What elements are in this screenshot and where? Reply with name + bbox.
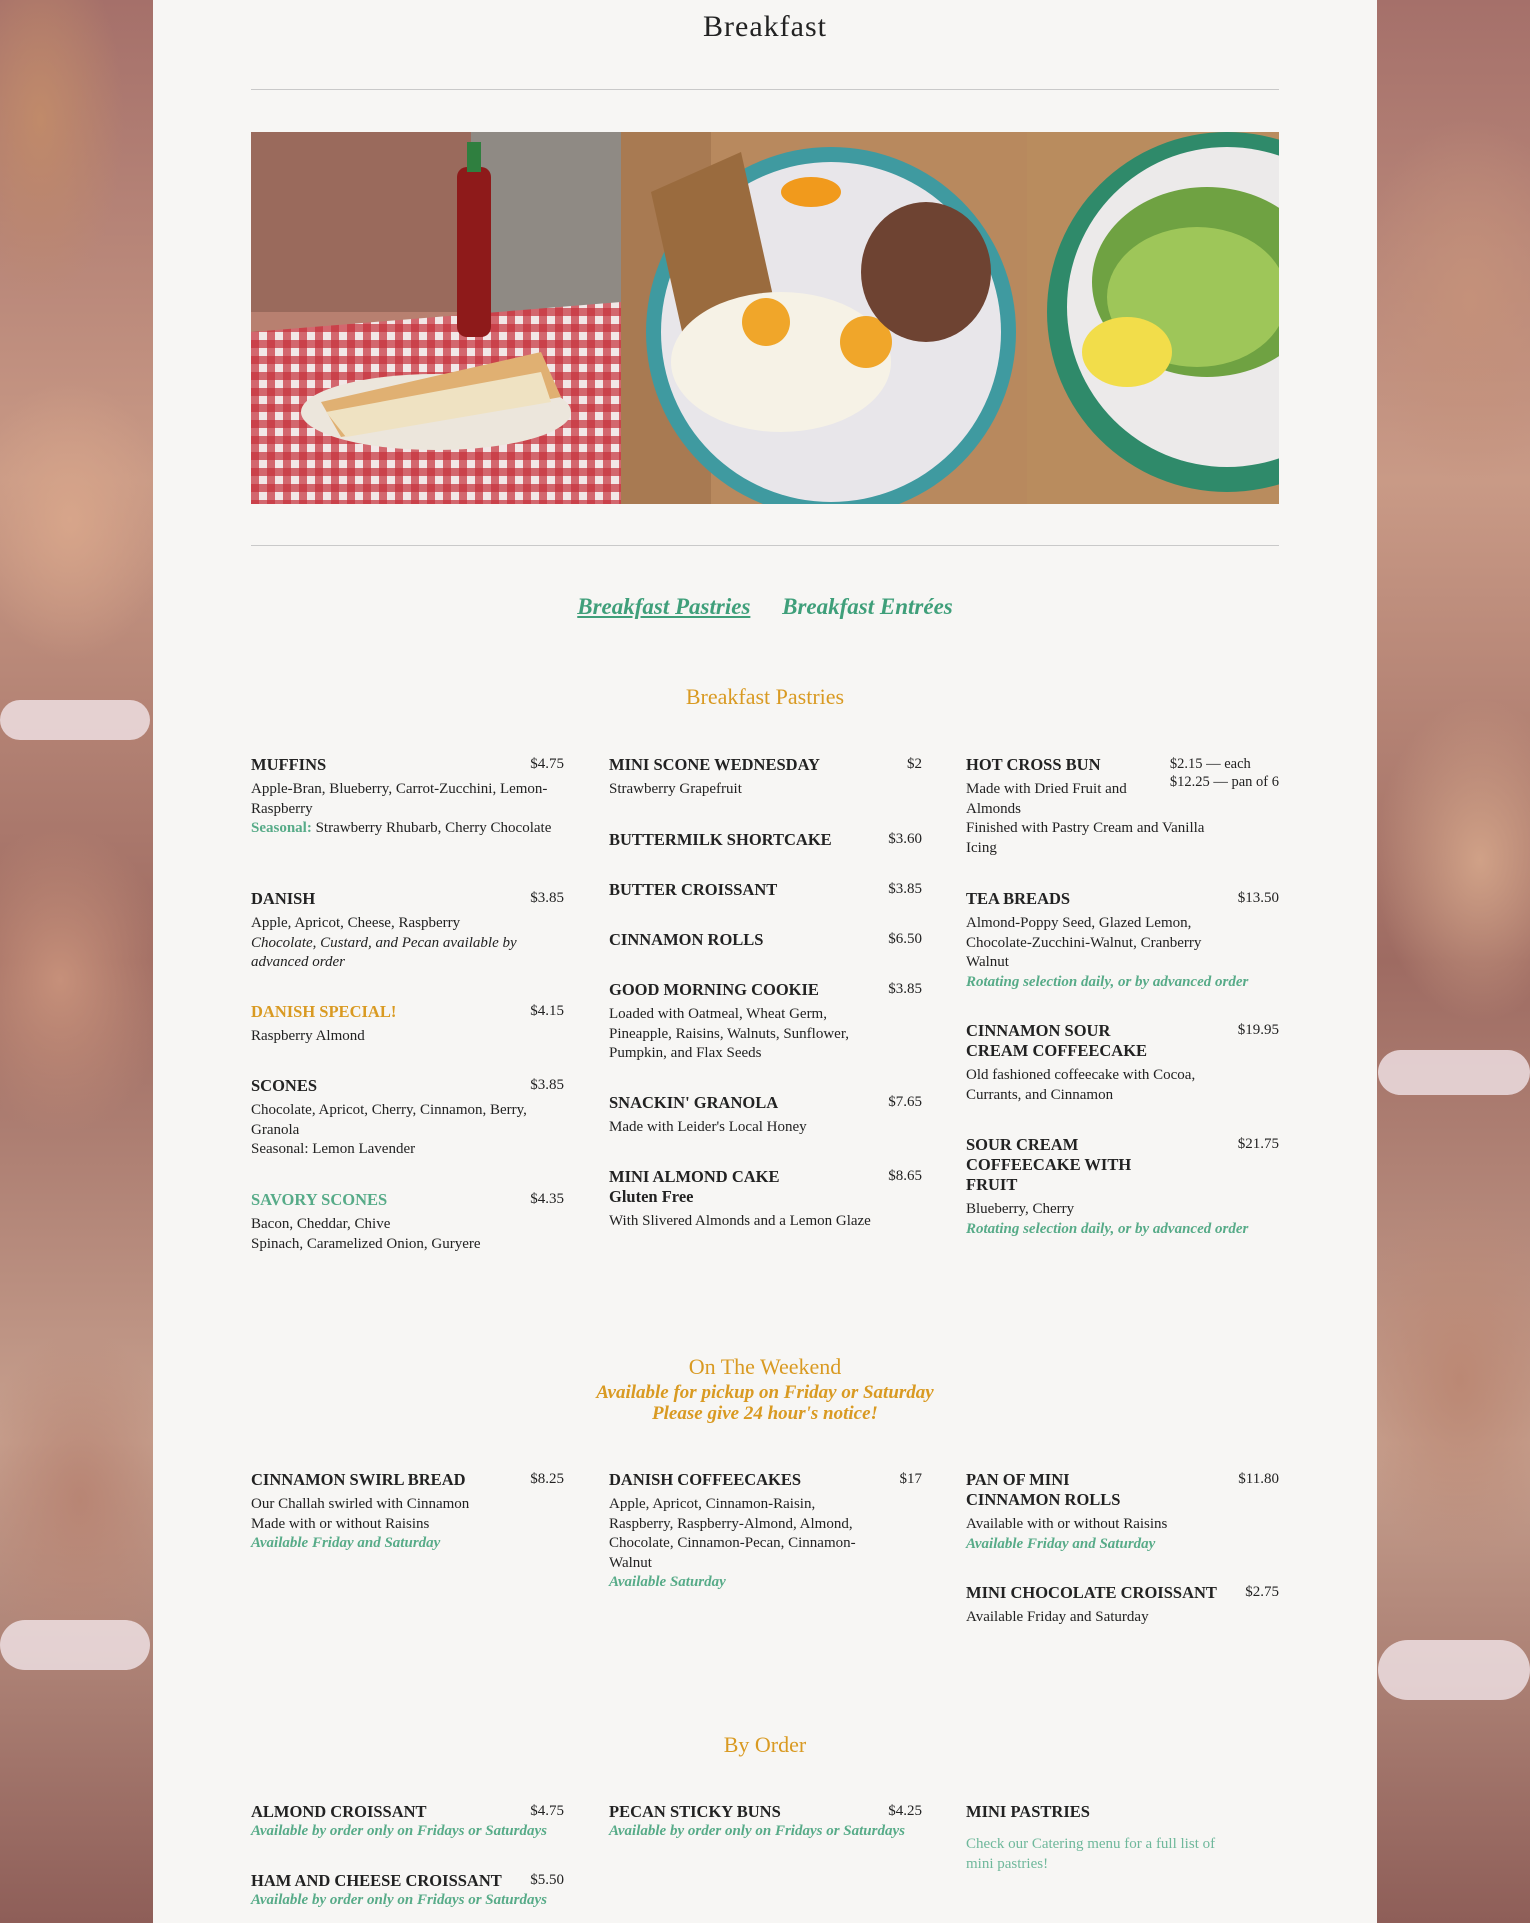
- item-name: SOUR CREAM COFFEECAKE WITH FRUIT: [966, 1135, 1132, 1194]
- item-name: PAN OF MINI CINNAMON ROLLS: [966, 1470, 1121, 1509]
- item-availability: Rotating selection daily, or by advanced order: [966, 1220, 1249, 1237]
- item-name: CINNAMON SOUR CREAM COFFEECAKE: [966, 1021, 1148, 1060]
- nav-link-breakfast-pastries[interactable]: Breakfast Pastries: [577, 594, 751, 619]
- item-description: With Slivered Almonds and a Lemon Glaze: [609, 1213, 871, 1229]
- item-name: CINNAMON SWIRL BREAD: [251, 1470, 466, 1489]
- item-description: Available Friday and Saturday: [966, 1609, 1149, 1625]
- item-name: CINNAMON ROLLS: [609, 930, 764, 949]
- item-price: $17: [899, 1471, 922, 1487]
- menu-item: [966, 1470, 1279, 1554]
- menu-item: [609, 980, 922, 1064]
- item-price: $4.75: [530, 1803, 564, 1819]
- item-price: $3.60: [888, 831, 922, 847]
- sandwich-photo: [251, 132, 621, 504]
- item-name: SNACKIN' GRANOLA: [609, 1093, 779, 1112]
- menu-item: [966, 1135, 1279, 1239]
- item-price: $19.95: [1237, 1022, 1279, 1038]
- item-description: Our Challah swirled with Cinnamon: [251, 1496, 470, 1512]
- page-title: Breakfast: [703, 10, 827, 43]
- item-price: $8.65: [888, 1168, 922, 1184]
- item-price: $6.50: [888, 931, 922, 947]
- item-description: Chocolate, Apricot, Cherry, Cinnamon, Berry, Granola: [251, 1102, 527, 1138]
- item-description: Made with Dried Fruit and Almonds: [966, 781, 1127, 817]
- item-name: DANISH: [251, 889, 316, 908]
- item-name: SAVORY SCONES: [251, 1190, 388, 1209]
- price-pan: $12.25 — pan of 6: [1169, 774, 1279, 790]
- menu-item: [966, 1583, 1279, 1628]
- item-price: $2: [907, 756, 922, 772]
- item-price: [1170, 755, 1279, 791]
- item-note: Made with or without Raisins: [251, 1515, 430, 1532]
- item-name: HAM AND CHEESE CROISSANT: [251, 1871, 502, 1890]
- item-availability: Available by order only on Fridays or Saturdays: [251, 1823, 547, 1839]
- eggs-and-potatoes-photo: [621, 132, 1027, 504]
- item-note: Chocolate, Custard, and Pecan available by advanced order: [251, 934, 517, 970]
- item-name: BUTTER CROISSANT: [609, 880, 778, 899]
- avocado-toast-photo: [1027, 132, 1279, 504]
- menu-item: [251, 755, 564, 839]
- item-availability: Rotating selection daily, or by advanced order: [966, 973, 1249, 990]
- item-availability: Available by order only on Fridays or Saturdays: [251, 1892, 547, 1908]
- item-description: Bacon, Cheddar, Chive: [251, 1216, 391, 1232]
- item-note: Finished with Pastry Cream and Vanilla Icing: [966, 820, 1205, 856]
- weekend-notice-lead-time: Please give 24 hour's notice!: [652, 1403, 878, 1424]
- background-icing: [0, 1620, 150, 1670]
- item-price: $3.85: [888, 981, 922, 997]
- menu-item: [251, 1470, 564, 1554]
- price-each: $2.15 — each: [1169, 756, 1251, 772]
- item-seasonal: [251, 819, 564, 839]
- item-name: DANISH SPECIAL!: [251, 1002, 397, 1021]
- menu-item: [251, 1802, 564, 1842]
- item-name: MINI PASTRIES: [966, 1802, 1090, 1821]
- menu-item: [609, 1802, 922, 1842]
- item-name: PECAN STICKY BUNS: [609, 1802, 781, 1821]
- item-price: $21.75: [1237, 1136, 1279, 1152]
- item-price: $11.80: [1238, 1471, 1279, 1487]
- menu-item: [609, 1093, 922, 1138]
- item-price: $3.85: [530, 890, 564, 906]
- item-description: Apple, Apricot, Cheese, Raspberry: [251, 915, 461, 931]
- item-price: $3.85: [530, 1077, 564, 1093]
- content-panel: [153, 0, 1377, 1923]
- item-price: $13.50: [1237, 890, 1279, 906]
- item-name: MINI CHOCOLATE CROISSANT: [966, 1583, 1217, 1602]
- menu-item: [609, 1167, 922, 1232]
- item-description: Almond-Poppy Seed, Glazed Lemon, Chocolate-Zucchini-Walnut, Cranberry Walnut: [966, 915, 1202, 970]
- item-price: $7.65: [888, 1094, 922, 1110]
- item-description: Loaded with Oatmeal, Wheat Germ, Pineapple, Raisins, Walnuts, Sunflower, Pumpkin, and Flax Seeds: [609, 1006, 849, 1061]
- item-availability: Available Friday and Saturday: [966, 1535, 1156, 1552]
- item-description: Apple-Bran, Blueberry, Carrot-Zucchini, Lemon-Raspberry: [251, 781, 548, 817]
- item-description: Old fashioned coffeecake with Cocoa, Currants, and Cinnamon: [966, 1067, 1196, 1103]
- item-price: $5.50: [530, 1872, 564, 1888]
- item-name: HOT CROSS BUN: [966, 755, 1101, 774]
- item-description: Made with Leider's Local Honey: [609, 1119, 807, 1135]
- item-description: Apple, Apricot, Cinnamon-Raisin, Raspberry, Raspberry-Almond, Almond, Chocolate, Cinnamon-Pecan, Cinnamon-Walnut: [609, 1496, 856, 1571]
- item-description: Raspberry Almond: [251, 1028, 365, 1044]
- menu-item: [251, 1002, 564, 1047]
- menu-item: [609, 755, 922, 800]
- item-price: $3.85: [888, 881, 922, 897]
- item-name: TEA BREADS: [966, 889, 1071, 908]
- item-name: SCONES: [251, 1076, 318, 1095]
- background-icing: [1378, 1050, 1530, 1095]
- section-title-pastries: Breakfast Pastries: [685, 684, 845, 709]
- item-description: Strawberry Grapefruit: [609, 781, 742, 797]
- weekend-notice-pickup: Available for pickup on Friday or Saturday: [596, 1382, 934, 1403]
- item-availability: Available by order only on Fridays or Saturdays: [609, 1823, 905, 1839]
- item-name: ALMOND CROISSANT: [251, 1802, 427, 1821]
- item-price: $8.25: [530, 1471, 564, 1487]
- divider: [251, 89, 1279, 90]
- seasonal-flavors: Strawberry Rhubarb, Cherry Chocolate: [311, 820, 552, 836]
- item-price: $2.75: [1245, 1584, 1279, 1600]
- menu-item: [609, 1470, 922, 1593]
- menu-item: [609, 830, 922, 850]
- menu-item: [966, 1802, 1279, 1874]
- item-note: Spinach, Caramelized Onion, Guryere: [251, 1235, 481, 1252]
- catering-menu-link[interactable]: Check our Catering menu for a full list of mini pastries!: [966, 1836, 1216, 1872]
- menu-item: [251, 1076, 564, 1160]
- seasonal-label: Seasonal:: [251, 820, 312, 836]
- item-name: MUFFINS: [251, 755, 327, 774]
- item-name: BUTTERMILK SHORTCAKE: [609, 830, 832, 849]
- menu-item: [609, 930, 922, 950]
- nav-link-breakfast-entrees[interactable]: Breakfast Entrées: [782, 594, 953, 619]
- item-price: $4.15: [530, 1003, 564, 1019]
- item-price: $4.35: [530, 1191, 564, 1207]
- item-name: DANISH COFFEECAKES: [609, 1470, 802, 1489]
- menu-item: [251, 1871, 564, 1911]
- item-dietary-label: Gluten Free: [609, 1187, 694, 1206]
- photo-gallery[interactable]: [251, 132, 1279, 504]
- item-availability: Available Friday and Saturday: [251, 1535, 441, 1551]
- section-title-weekend: On The Weekend: [688, 1354, 842, 1379]
- menu-item: [966, 1021, 1279, 1105]
- menu-item: [966, 755, 1279, 858]
- item-note: Seasonal: Lemon Lavender: [251, 1141, 416, 1157]
- item-availability: Available Saturday: [609, 1574, 726, 1590]
- item-price: $4.25: [888, 1803, 922, 1819]
- menu-item: [251, 889, 564, 973]
- section-title-by-order: By Order: [723, 1732, 807, 1757]
- section-nav: [153, 594, 1377, 620]
- item-description: Blueberry, Cherry: [966, 1201, 1075, 1217]
- background-icing: [0, 700, 150, 740]
- background-icing: [1378, 1640, 1530, 1700]
- divider: [251, 545, 1279, 546]
- item-name: MINI SCONE WEDNESDAY: [609, 755, 820, 774]
- item-price: $4.75: [530, 756, 564, 772]
- menu-item: [251, 1190, 564, 1254]
- item-name: MINI ALMOND CAKE: [609, 1167, 780, 1186]
- menu-item: [609, 880, 922, 900]
- menu-item: [966, 889, 1279, 992]
- item-description: Available with or without Raisins: [966, 1516, 1168, 1532]
- item-name: GOOD MORNING COOKIE: [609, 980, 819, 999]
